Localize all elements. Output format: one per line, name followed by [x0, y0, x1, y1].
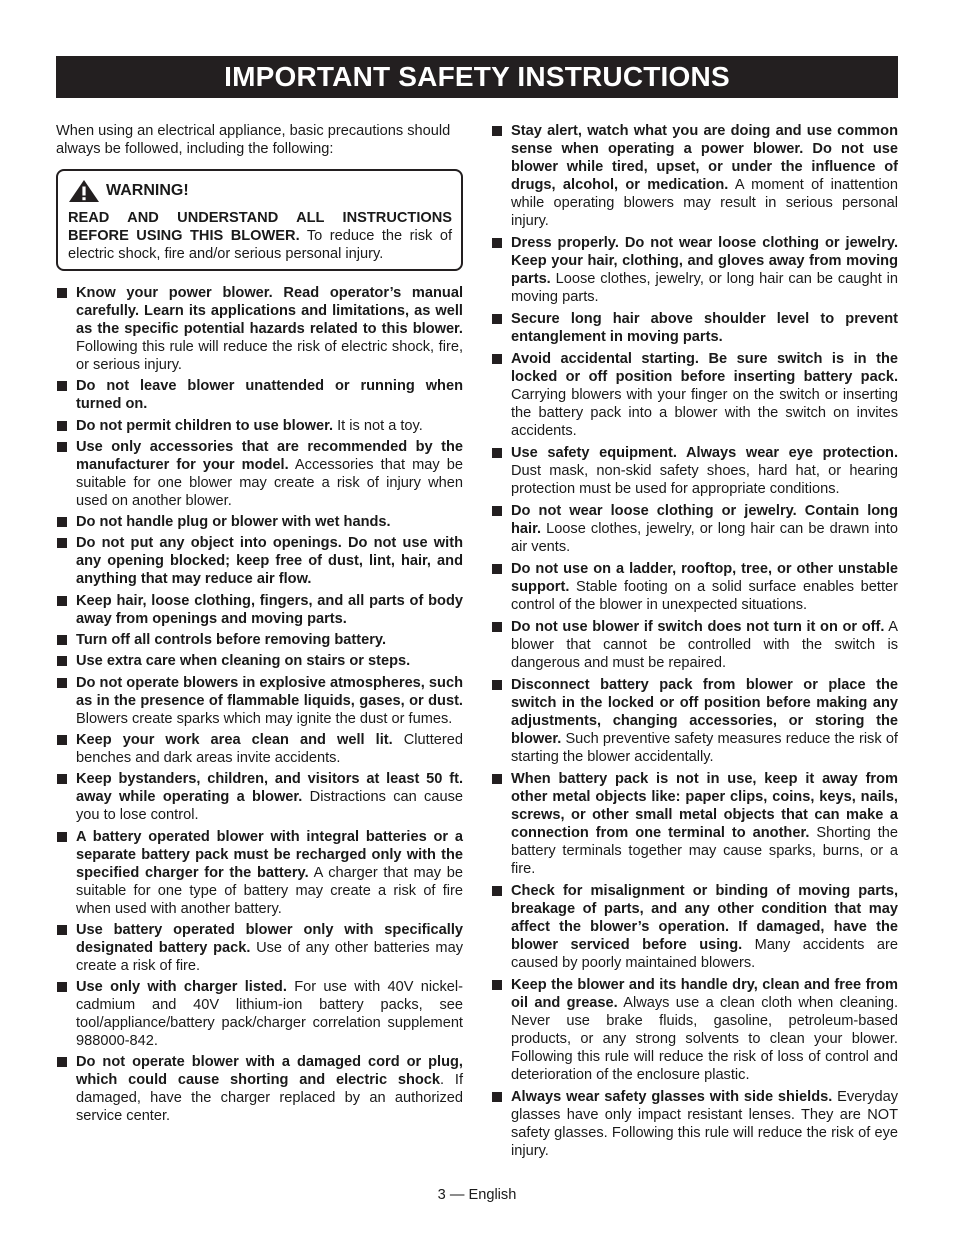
instruction-item	[56, 978, 463, 1050]
instruction-bold-text: Know your power blower. Read operator’s manual carefully. Learn its applications and limitations, as well as the specific potential hazards related to this blower.	[76, 285, 463, 337]
square-bullet-icon	[57, 288, 67, 298]
square-bullet-icon	[57, 517, 67, 527]
square-bullet-icon	[492, 354, 502, 364]
instruction-body-text: Shorting the battery terminals together may cause sparks, burns, or a fire.	[511, 825, 898, 877]
instruction-item	[56, 731, 463, 767]
square-bullet-icon	[57, 656, 67, 666]
instruction-item	[56, 828, 463, 918]
instruction-body-text: A blower that cannot be controlled with the switch is dangerous and must be repaired.	[511, 619, 899, 671]
instruction-bold-text: Disconnect battery pack from blower or place the switch in the locked or off position before making any adjustments, changing accessories, or storing the blower.	[511, 677, 898, 747]
instruction-bold-text: Do not operate blowers in explosive atmospheres, such as in the presence of flammable liquids, gases, or dust.	[76, 674, 463, 709]
square-bullet-icon	[57, 735, 67, 745]
instruction-body-text: For use with 40V nickel-cadmium and 40V lithium-ion battery packs, see tool/appliance/battery pack/charger correlation supplement 988000-842.	[76, 979, 463, 1050]
instruction-body-text: Loose clothes, jewelry, or long hair can be drawn into air vents.	[511, 521, 898, 555]
instruction-bold-text: Do not wear loose clothing or jewelry. Contain long hair.	[511, 503, 898, 537]
warning-body-text: To reduce the risk of electric shock, fire and/or serious personal injury.	[68, 228, 452, 262]
square-bullet-icon	[57, 381, 67, 391]
square-bullet-icon	[492, 622, 502, 632]
instruction-bold-text: Keep bystanders, children, and visitors at least 50 ft. away while operating a blower.	[76, 771, 463, 806]
square-bullet-icon	[57, 774, 67, 784]
instruction-item	[491, 882, 898, 972]
instruction-bold-text: Check for misalignment or binding of moving parts, breakage of parts, and any other condition that may affect the blower’s operation. If damaged, have the blower serviced before using.	[511, 883, 898, 953]
instruction-body-text: Many accidents are caused by poorly maintained blowers.	[511, 937, 898, 971]
instruction-bold-text: Do not permit children to use blower.	[76, 417, 334, 434]
warning-box	[56, 169, 463, 271]
instruction-item	[491, 770, 898, 878]
instruction-body-text: A charger that may be suitable for one type of battery may create a risk of fire when used with another battery.	[76, 864, 463, 917]
instruction-item	[56, 377, 463, 413]
instruction-bold-text: Do not handle plug or blower with wet hands.	[76, 514, 391, 531]
instruction-item	[491, 676, 898, 766]
instruction-bold-text: Turn off all controls before removing battery.	[76, 632, 387, 649]
instruction-item	[56, 438, 463, 510]
instruction-bold-text: Use only with charger listed.	[76, 979, 287, 996]
square-bullet-icon	[57, 635, 67, 645]
instruction-item	[491, 618, 898, 672]
instruction-item	[491, 976, 898, 1084]
square-bullet-icon	[57, 596, 67, 606]
instruction-body-text: Blowers create sparks which may ignite the dust or fumes.	[76, 710, 453, 727]
square-bullet-icon	[492, 448, 502, 458]
instruction-item	[491, 310, 898, 346]
instruction-item	[56, 652, 463, 670]
instruction-item	[56, 770, 463, 824]
instruction-body-text: Cluttered benches and dark areas invite accidents.	[76, 731, 463, 766]
instruction-item	[491, 560, 898, 614]
instruction-bold-text: Keep hair, loose clothing, fingers, and all parts of body away from openings and moving parts.	[76, 592, 463, 627]
instruction-item	[56, 513, 463, 531]
instruction-item	[56, 417, 463, 435]
instruction-body-text: It is not a toy.	[333, 417, 423, 434]
instruction-bold-text: Do not operate blower with a damaged cord or plug, which could cause shorting and electric shock	[76, 1054, 463, 1089]
square-bullet-icon	[57, 832, 67, 842]
instruction-bold-text: Use only accessories that are recommended by the manufacturer for your model.	[76, 438, 463, 473]
instruction-bold-text: Keep your work area clean and well lit.	[76, 731, 393, 748]
square-bullet-icon	[492, 238, 502, 248]
instruction-bold-text: When battery pack is not in use, keep it away from other metal objects like: paper clips, coins, keys, nails, screws, or other small metal objects that can make a connection from one terminal to another.	[511, 771, 898, 841]
instruction-body-text: Following this rule will reduce the risk of electric shock, fire, or serious injury.	[76, 339, 463, 373]
instruction-bold-text: Keep the blower and its handle dry, clean and free from oil and grease.	[511, 977, 898, 1011]
instruction-body-text: Always use a clean cloth when cleaning. Never use brake fluids, gasoline, petroleum-based products, or any strong solvents to clean your blower. Following this rule will reduce the risk of loss of control and deterioration of the enclosure plastic.	[511, 995, 898, 1083]
instruction-item	[491, 444, 898, 498]
instruction-bold-text: Do not leave blower unattended or running when turned on.	[76, 378, 463, 413]
page-footer: 3 — English	[437, 1187, 517, 1203]
square-bullet-icon	[492, 1092, 502, 1102]
right-column	[491, 122, 898, 1164]
square-bullet-icon	[492, 980, 502, 990]
instruction-body-text: Dust mask, non-skid safety shoes, hard hat, or hearing protection must be used for appropriate conditions.	[511, 463, 898, 497]
warning-triangle-icon	[68, 179, 100, 203]
instruction-body-text: Distractions can cause you to lose control.	[76, 789, 463, 824]
instruction-body-text: Accessories that may be suitable for one blower may create a risk of injury when used on another blower.	[76, 456, 463, 509]
square-bullet-icon	[57, 538, 67, 548]
square-bullet-icon	[492, 506, 502, 516]
instruction-body-text: Loose clothes, jewelry, or long hair can be caught in moving parts.	[511, 271, 898, 305]
instruction-item	[491, 122, 898, 230]
left-instruction-list	[56, 284, 463, 1125]
page-title: IMPORTANT SAFETY INSTRUCTIONS	[56, 56, 898, 98]
instruction-item	[56, 631, 463, 649]
instruction-bold-text: Use safety equipment. Always wear eye protection.	[511, 445, 898, 461]
square-bullet-icon	[57, 1057, 67, 1067]
instruction-body-text: Carrying blowers with your finger on the switch or inserting the battery pack into a blower with the switch on invites accidents.	[511, 387, 898, 439]
square-bullet-icon	[57, 982, 67, 992]
instruction-bold-text: Always wear safety glasses with side shields.	[511, 1089, 833, 1105]
square-bullet-icon	[57, 678, 67, 688]
warning-header	[68, 179, 452, 203]
instruction-item	[56, 921, 463, 975]
instruction-item	[56, 534, 463, 588]
instruction-body-text: Stable footing on a solid surface enables better control of the blower in unexpected situations.	[511, 579, 898, 613]
instruction-bold-text: Do not use blower if switch does not turn it on or off.	[511, 619, 885, 635]
instruction-body-text: A moment of inattention while operating blowers may result in serious personal injury.	[511, 177, 898, 229]
instruction-bold-text: Secure long hair above shoulder level to prevent entanglement in moving parts.	[511, 311, 898, 345]
square-bullet-icon	[492, 564, 502, 574]
square-bullet-icon	[492, 126, 502, 136]
square-bullet-icon	[57, 421, 67, 431]
square-bullet-icon	[57, 442, 67, 452]
warning-text	[68, 209, 452, 263]
instruction-bold-text: A battery operated blower with integral batteries or a separate battery pack must be recharged only with the specified charger for the battery.	[76, 828, 463, 881]
intro-text: When using an electrical appliance, basic precautions should always be followed, including the following:	[56, 123, 451, 157]
instruction-bold-text: Dress properly. Do not wear loose clothing or jewelry. Keep your hair, clothing, and gloves away from moving parts.	[511, 235, 898, 287]
square-bullet-icon	[57, 925, 67, 935]
square-bullet-icon	[492, 886, 502, 896]
instruction-item	[56, 592, 463, 628]
instruction-bold-text: Stay alert, watch what you are doing and use common sense when operating a power blower. Do not use blower while tired, upset, or under the influence of drugs, alcohol, or medication.	[511, 123, 898, 193]
instruction-item	[56, 284, 463, 374]
instruction-item	[491, 350, 898, 440]
instruction-item	[491, 502, 898, 556]
left-column	[56, 122, 463, 1129]
instruction-body-text: Use of any other batteries may create a risk of fire.	[76, 939, 463, 974]
square-bullet-icon	[492, 314, 502, 324]
square-bullet-icon	[492, 774, 502, 784]
instruction-body-text: Such preventive safety measures reduce the risk of starting the blower accidentally.	[511, 731, 898, 765]
instruction-item	[56, 674, 463, 728]
right-instruction-list	[491, 122, 898, 1160]
instruction-item	[56, 1053, 463, 1125]
instruction-bold-text: Do not put any object into openings. Do not use with any opening blocked; keep free of dust, lint, hair, and anything that may reduce air flow.	[76, 535, 463, 588]
warning-title: WARNING!	[106, 182, 189, 199]
square-bullet-icon	[492, 680, 502, 690]
instruction-body-text: Everyday glasses have only impact resistant lenses. They are NOT safety glasses. Following this rule will reduce the risk of eye injury.	[511, 1089, 898, 1159]
instruction-item	[491, 234, 898, 306]
instruction-item	[491, 1088, 898, 1160]
instruction-bold-text: Use extra care when cleaning on stairs or steps.	[76, 653, 411, 670]
instruction-bold-text: Avoid accidental starting. Be sure switch is in the locked or off position before inserting battery pack.	[511, 351, 898, 385]
warning-bold-text: READ AND UNDERSTAND ALL INSTRUCTIONS BEFORE USING THIS BLOWER.	[68, 210, 452, 244]
instruction-bold-text: Do not use on a ladder, rooftop, tree, or other unstable support.	[511, 561, 898, 595]
instruction-bold-text: Use battery operated blower only with specifically designated battery pack.	[76, 921, 463, 956]
instruction-body-text: . If damaged, have the charger replaced by an authorized service center.	[76, 1072, 464, 1125]
